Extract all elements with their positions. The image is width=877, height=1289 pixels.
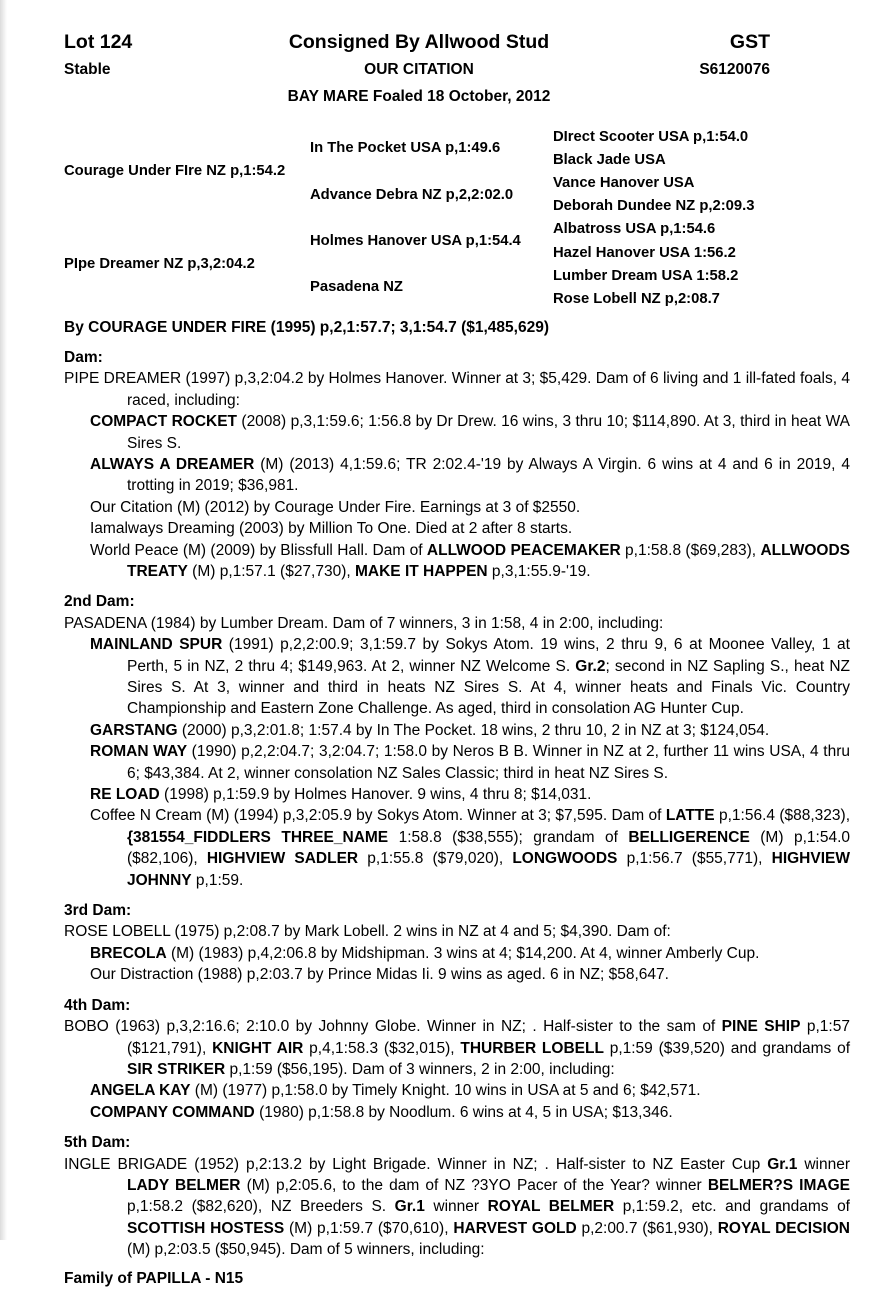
section-heading: 2nd Dam: xyxy=(64,593,135,611)
dam-entry-paragraph: BOBO (1963) p,3,2:16.6; 2:10.0 by Johnny Globe. Winner in NZ; . Half-sister to the sam of PINE SHIP p,1:57 ($121,791), KNIGHT AIR p,4,1:58.3 ($32,015), THURBER LOBELL p,1:59 ($39,520) and grandams of SIR STRIKER p,1:59 ($56,195). Dam of 3 winners, 2 in 2:00, including: xyxy=(64,1018,850,1078)
dam-entry-paragraph: ANGELA KAY (M) (1977) p,1:58.0 by Timely Knight. 10 wins in USA at 5 and 6; $42,571. xyxy=(90,1082,701,1100)
pedigree-dam: PIpe Dreamer NZ p,3,2:04.2 xyxy=(64,256,255,273)
pedigree-gen3-5: Albatross USA p,1:54.6 xyxy=(553,221,716,238)
dam-entry-paragraph: COMPACT ROCKET (2008) p,3,1:59.6; 1:56.8 by Dr Drew. 16 wins, 3 thru 10; $114,890. At 3, third in heat WA Sires S. xyxy=(90,413,850,452)
section-5th-dam xyxy=(64,1132,850,1260)
pedigree-table xyxy=(64,125,850,311)
pedigree-sire-dam: Advance Debra NZ p,2,2:02.0 xyxy=(310,186,514,203)
dam-entry-paragraph: BRECOLA (M) (1983) p,4,2:06.8 by Midshipman. 3 wins at 4; $14,200. At 4, winner Amberly Cup. xyxy=(90,944,760,962)
pedigree-dam-dam: Pasadena NZ xyxy=(310,279,403,296)
dam-entry-paragraph: ROSE LOBELL (1975) p,2:08.7 by Mark Lobell. 2 wins in NZ at 4 and 5; $4,390. Dam of: xyxy=(64,923,671,941)
section-heading: 3rd Dam: xyxy=(64,902,132,920)
dam-entry-paragraph: COMPANY COMMAND (1980) p,1:58.8 by Noodlum. 6 wins at 4, 5 in USA; $13,346. xyxy=(90,1103,673,1121)
section-4th-dam xyxy=(64,995,850,1123)
dam-entry-paragraph: Coffee N Cream (M) (1994) p,3,2:05.9 by Sokys Atom. Winner at 3; $7,595. Dam of LATTE p,1:56.4 ($88,323), {381554_FIDDLERS THREE_NAME 1:58.8 ($38,555); grandam of BELLIGERENCE (M) p,1:54.0 ($82,106), HIGHVIEW SADLER p,1:55.8 ($79,020), LONGWOODS p,1:56.7 ($55,771), HIGHVIEW JOHNNY p,1:59. xyxy=(90,807,850,889)
section-3rd-dam xyxy=(64,900,850,986)
dam-entry-paragraph: GARSTANG (2000) p,3,2:01.8; 1:57.4 by In The Pocket. 18 wins, 2 thru 10, 2 in NZ at 3; $124,054. xyxy=(90,721,770,739)
dam-entry-paragraph: MAINLAND SPUR (1991) p,2,2:00.9; 3,1:59.7 by Sokys Atom. 19 wins, 2 thru 9, 6 at Moonee Valley, 1 at Perth, 5 in NZ, 2 thru 4; $149,963. At 2, winner NZ Welcome S. Gr.2; second in NZ Sapling S., heat NZ Sires S. At 3, winner and third in heats NZ Sires S. At 4, winner heats and Finals Vic. Country Championship and Eastern Zone Challenge. As aged, third in consolation AG Hunter Cup. xyxy=(90,636,850,718)
dam-entry-paragraph: ROMAN WAY (1990) p,2,2:04.7; 3,2:04.7; 1:58.0 by Neros B B. Winner in NZ at 2, further 11 wins USA, 4 thru 6; $43,384. At 2, winner consolation NZ Sales Classic; third in heat NZ Sires S. xyxy=(90,743,851,782)
catalog-number: S6120076 xyxy=(699,61,770,78)
pedigree-gen3-4: Deborah Dundee NZ p,2:09.3 xyxy=(553,198,755,215)
dam-entry-paragraph: Iamalways Dreaming (2003) by Million To One. Died at 2 after 8 starts. xyxy=(90,520,573,538)
page-header xyxy=(0,0,877,115)
lot-number: Lot 124 xyxy=(64,31,133,53)
section-heading: 5th Dam: xyxy=(64,1134,131,1152)
pedigree-gen3-7: Lumber Dream USA 1:58.2 xyxy=(553,267,739,284)
dam-entry-paragraph: PIPE DREAMER (1997) p,3,2:04.2 by Holmes Hanover. Winner at 3; $5,429. Dam of 6 living and 1 ill-fated foals, 4 raced, including: xyxy=(64,370,850,409)
dam-entry-paragraph: Our Distraction (1988) p,2:03.7 by Prince Midas Ii. 9 wins as aged. 6 in NZ; $58,647. xyxy=(90,966,669,984)
dam-entry-paragraph: ALWAYS A DREAMER (M) (2013) 4,1:59.6; TR 2:02.4-'19 by Always A Virgin. 6 wins at 4 and 6 in 2019, 4 trotting in 2019; $36,981. xyxy=(90,455,850,495)
pedigree-sire-sire: In The Pocket USA p,1:49.6 xyxy=(310,140,501,157)
consignor-title: Consigned By Allwood Stud xyxy=(288,31,550,53)
section-heading: 4th Dam: xyxy=(64,996,131,1014)
page-edge-shading xyxy=(0,0,7,1240)
gst-label: GST xyxy=(729,31,770,53)
pedigree-sire: Courage Under FIre NZ p,1:54.2 xyxy=(64,163,286,180)
horse-name: OUR CITATION xyxy=(364,61,474,78)
pedigree-gen3-8: Rose Lobell NZ p,2:08.7 xyxy=(553,290,720,307)
dam-entry-paragraph: World Peace (M) (2009) by Blissfull Hall. Dam of ALLWOOD PEACEMAKER p,1:58.8 ($69,283), ALLWOODS TREATY (M) p,1:57.1 ($27,730), MAKE IT HAPPEN p,3,1:55.9-'19. xyxy=(90,541,850,580)
pedigree-gen3-6: Hazel Hanover USA 1:56.2 xyxy=(553,244,736,261)
section-dam xyxy=(64,347,850,582)
dam-entry-paragraph: RE LOAD (1998) p,1:59.9 by Holmes Hanover. 9 wins, 4 thru 8; $14,031. xyxy=(90,786,592,804)
dam-entry-paragraph: Our Citation (M) (2012) by Courage Under Fire. Earnings at 3 of $2550. xyxy=(90,498,581,516)
stable-label: Stable xyxy=(64,61,111,78)
pedigree-gen3-3: Vance Hanover USA xyxy=(553,174,695,191)
foaled-description: BAY MARE Foaled 18 October, 2012 xyxy=(287,88,551,105)
pedigree-gen3-2: Black Jade USA xyxy=(553,151,666,168)
pedigree-dam-sire: Holmes Hanover USA p,1:54.4 xyxy=(310,232,521,249)
dam-entry-paragraph: INGLE BRIGADE (1952) p,2:13.2 by Light Brigade. Winner in NZ; . Half-sister to NZ Easter Cup Gr.1 winner LADY BELMER (M) p,2:05.6, to the dam of NZ ?3YO Pacer of the Year? winner BELMER?S IMAGE p,1:58.2 ($82,620), NZ Breeders S. Gr.1 winner ROYAL BELMER p,1:59.2, etc. and grandams of SCOTTISH HOSTESS (M) p,1:59.7 ($70,610), HARVEST GOLD p,2:00.7 ($61,930), ROYAL DECISION (M) p,2:03.5 ($50,945). Dam of 5 winners, including: xyxy=(64,1155,851,1259)
pedigree-gen3-1: DIrect Scooter USA p,1:54.0 xyxy=(553,128,749,145)
section-heading: Dam: xyxy=(64,348,103,366)
section-2nd-dam xyxy=(64,591,850,891)
family-line: Family of PAPILLA - N15 xyxy=(64,1269,244,1287)
dam-entry-paragraph: PASADENA (1984) by Lumber Dream. Dam of 7 winners, 3 in 1:58, 4 in 2:00, including: xyxy=(64,614,664,632)
sire-summary-line: By COURAGE UNDER FIRE (1995) p,2,1:57.7; 3,1:54.7 ($1,485,629) xyxy=(64,318,549,336)
